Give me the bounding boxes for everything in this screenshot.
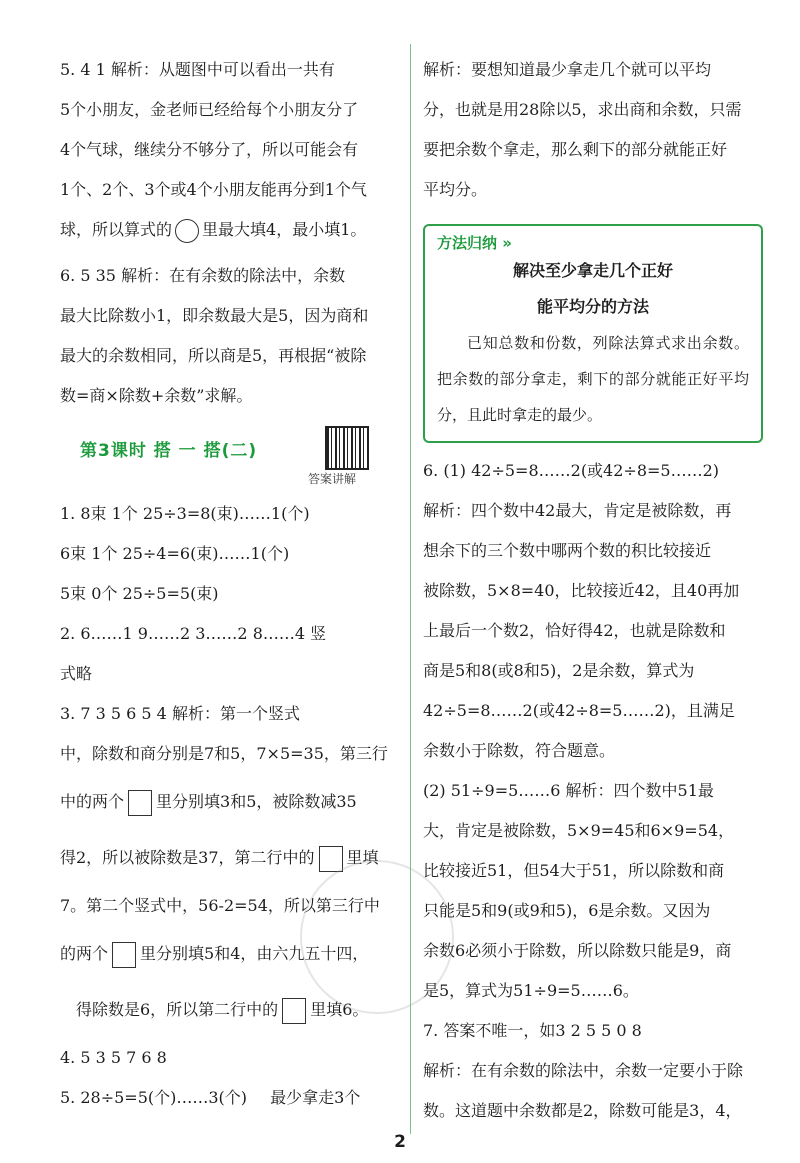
s3-line-7a: 得除数是6，所以第二行中的 (76, 1000, 279, 1019)
s3-line-1: 3. 7 3 5 6 5 4 解析：第一个竖式 (60, 704, 300, 723)
r6-line-8: 余数小于除数，符合题意。 (423, 741, 616, 760)
s4-line: 4. 5 3 5 7 6 8 (60, 1048, 167, 1067)
s1-line-3: 5束 0个 25÷5=5(束) (60, 584, 219, 603)
q5-line-1: 5. 4 1 解析：从题图中可以看出一共有 (60, 60, 335, 79)
method-body: 已知总数和份数，列除法算式求出余数。把余数的部分拿走，剩下的部分就能正好平均分，且此时拿走的最少。 (437, 334, 749, 424)
r6-line-14: 是5，算式为51÷9=5……6。 (423, 981, 639, 1000)
r6-line-2: 解析：四个数中42最大，肯定是被除数，再 (423, 501, 732, 520)
s3-line-7 (60, 982, 405, 1038)
s3-line-5: 7。第二个竖式中，56-2=54，所以第三行中 (60, 896, 380, 915)
r6-line-1: 6. (1) 42÷5=8……2(或42÷8=5……2) (423, 461, 720, 480)
box-blank (282, 998, 306, 1024)
s3-line-4b: 里填 (346, 848, 379, 867)
q6-line-3: 最大的余数相同，所以商是5，再根据“被除 (60, 346, 367, 365)
s5-line (60, 1078, 405, 1118)
circle-blank (175, 219, 199, 243)
page-number: 2 (394, 1132, 406, 1152)
s3-line-6b: 里分别填5和4，由六九五十四， (140, 944, 369, 963)
s3-line-3b: 里分别填3和5，被除数减35 (156, 792, 357, 811)
s3-line-3 (60, 774, 405, 830)
q6-line-4: 数=商×除数+余数”求解。 (60, 386, 253, 405)
lesson-title: 第3课时 搭 一 搭(二) (80, 441, 258, 461)
s5-part-a: 5. 28÷5=5(个)……3(个) (60, 1088, 248, 1107)
s3-line-2: 中，除数和商分别是7和5，7×5=35，第三行 (60, 744, 388, 763)
column-divider (410, 44, 411, 1134)
s3-line-6a: 的两个 (60, 944, 109, 963)
q6-line-2: 最大比除数小1，即余数最大是5，因为商和 (60, 306, 369, 325)
r6-line-13: 余数6必须小于除数，所以除数只能是9，商 (423, 941, 732, 960)
s3-line-3a: 中的两个 (60, 792, 125, 811)
q5-line-5 (60, 210, 405, 250)
r6-line-7: 42÷5=8……2(或42÷8=5……2)，且满足 (423, 701, 735, 720)
qr-label: 答案讲解 (308, 472, 357, 486)
r6-line-5: 上最后一个数2，恰好得42，也就是除数和 (423, 621, 726, 640)
r7-line-3: 数。这道题中余数都是2，除数可能是3，4， (423, 1101, 742, 1120)
s5-part-b: 最少拿走3个 (270, 1088, 361, 1107)
method-tag: 方法归纳 » (437, 234, 512, 252)
q5-line-2: 5个小朋友，金老师已经给每个小朋友分了 (60, 100, 359, 119)
r6-line-6: 商是5和8(或8和5)，2是余数，算式为 (423, 661, 695, 680)
r6-line-12: 只能是5和9(或9和5)，6是余数。又因为 (423, 901, 711, 920)
s1-line-2: 6束 1个 25÷4=6(束)……1(个) (60, 544, 290, 563)
q5-line-4: 1个、2个、3个或4个小朋友能再分到1个气 (60, 180, 367, 199)
q5-line-5b: 里最大填4，最小填1。 (202, 220, 367, 239)
s3-line-6 (60, 926, 405, 982)
r-top-line-2: 分，也就是用28除以5，求出商和余数，只需 (423, 100, 742, 119)
s1-line-1: 1. 8束 1个 25÷3=8(束)……1(个) (60, 504, 310, 523)
r6-line-9: (2) 51÷9=5……6 解析：四个数中51最 (423, 781, 714, 800)
lesson-heading (60, 426, 405, 488)
box-blank (112, 942, 136, 968)
s2-line-1: 2. 6……1 9……2 3……2 8……4 竖 (60, 624, 327, 643)
r-top-line-1: 解析：要想知道最少拿走几个就可以平均 (423, 60, 712, 79)
q6-line-1: 6. 5 35 解析：在有余数的除法中，余数 (60, 266, 346, 285)
r7-line-1: 7. 答案不唯一，如3 2 5 5 0 8 (423, 1021, 642, 1040)
method-title-2: 能平均分的方法 (536, 297, 649, 316)
left-column (60, 50, 405, 1118)
q5-line-3: 4个气球，继续分不够分了，所以可能会有 (60, 140, 359, 159)
r6-line-4: 被除数，5×8=40，比较接近42，且40再加 (423, 581, 740, 600)
s3-line-4a: 得2，所以被除数是37，第二行中的 (60, 848, 315, 867)
s3-line-7b: 里填6。 (310, 1000, 369, 1019)
r-top-line-4: 平均分。 (423, 180, 488, 199)
method-summary-box (423, 224, 763, 443)
method-title-1: 解决至少拿走几个正好 (512, 261, 673, 280)
s2-line-2: 式略 (60, 664, 93, 683)
box-blank (319, 846, 343, 872)
r6-line-3: 想余下的三个数中哪两个数的积比较接近 (423, 541, 712, 560)
s3-line-4 (60, 830, 405, 886)
qr-code-icon[interactable] (325, 426, 369, 470)
r-top-line-3: 要把余数个拿走，那么剩下的部分就能正好 (423, 140, 728, 159)
q5-line-5a: 球，所以算式的 (60, 220, 173, 239)
r7-line-2: 解析：在有余数的除法中，余数一定要小于除 (423, 1061, 744, 1080)
r6-line-10: 大，肯定是被除数，5×9=45和6×9=54， (423, 821, 735, 840)
box-blank (128, 790, 152, 816)
right-column (423, 50, 763, 1131)
r6-line-11: 比较接近51，但54大于51，所以除数和商 (423, 861, 725, 880)
